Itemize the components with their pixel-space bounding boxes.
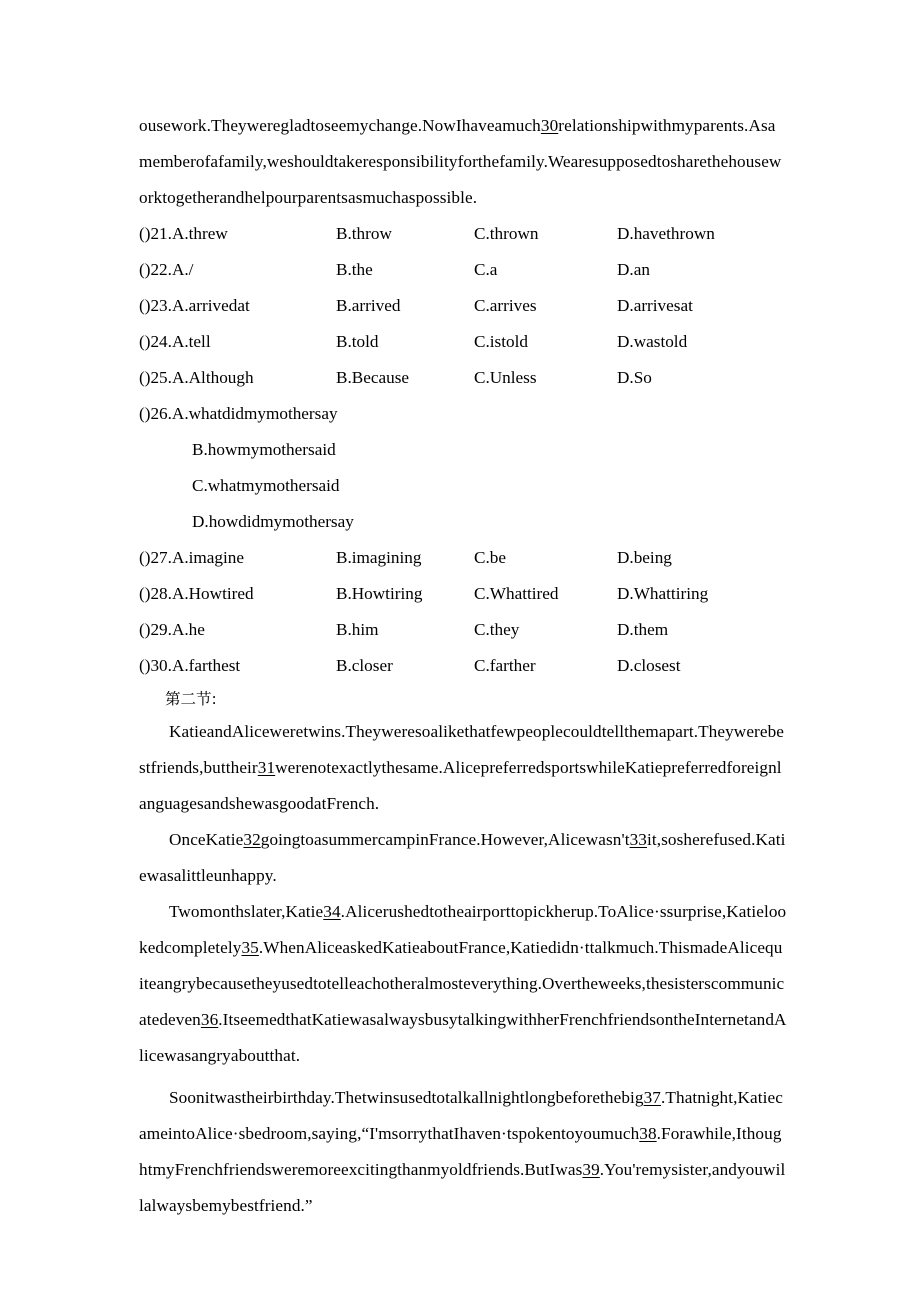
question-24-number: ()24. <box>139 332 172 351</box>
passage-two-paragraph-3 <box>139 894 787 1074</box>
question-30-option-b[interactable]: B.closer <box>336 656 393 675</box>
passage-two-p2-text-a: OnceKatie <box>169 830 244 849</box>
question-row-30 <box>139 648 787 684</box>
blank-35: 35 <box>241 938 259 957</box>
question-23-option-d[interactable]: D.arrivesat <box>617 296 693 315</box>
question-28-option-b[interactable]: B.Howtiring <box>336 584 423 603</box>
blank-31: 31 <box>257 758 276 777</box>
question-row-29 <box>139 612 787 648</box>
question-row-25 <box>139 360 787 396</box>
question-22-number: ()22. <box>139 260 172 279</box>
question-26-option-d[interactable]: D.howdidmymothersay <box>192 512 354 531</box>
passage-two-p3-text-b: .Alicerushedtotheairporttopickherup.ToAlice·ssurprise,Katielookedcompletely <box>139 902 787 957</box>
blank-32: 32 <box>243 830 261 849</box>
question-26-option-b[interactable]: B.howmymothersaid <box>192 440 336 459</box>
question-30-number: ()30. <box>139 656 172 675</box>
question-27-option-b[interactable]: B.imagining <box>336 548 422 567</box>
blank-38: 38 <box>639 1124 657 1143</box>
passage-two-paragraph-1 <box>139 714 787 822</box>
question-24-option-d[interactable]: D.wastold <box>617 332 688 351</box>
question-23-option-c[interactable]: C.arrives <box>474 296 537 315</box>
question-23-option-b[interactable]: B.arrived <box>336 296 401 315</box>
question-25-option-a-label: A.Although <box>171 368 254 387</box>
question-21-number: ()21. <box>139 224 172 243</box>
question-29-option-b[interactable]: B.him <box>336 620 379 639</box>
question-28-number: ()28. <box>139 584 172 603</box>
question-21-option-a-label: A.threw <box>171 224 228 243</box>
question-24-option-a[interactable] <box>139 324 336 360</box>
question-21-option-d[interactable]: D.havethrown <box>617 224 715 243</box>
question-row-28 <box>139 576 787 612</box>
passage-two-paragraph-2 <box>139 822 787 894</box>
passage-two-p3-text-a: Twomonthslater,Katie <box>169 902 324 921</box>
question-26-option-a[interactable]: ()26.A.whatdidmymothersay <box>139 404 338 423</box>
question-22-option-a-label: A./ <box>171 260 194 279</box>
question-23-number: ()23. <box>139 296 172 315</box>
question-23-option-a-label: A.arrivedat <box>171 296 250 315</box>
passage-one-text-b: relationshipwithmyparents.Asamemberofafamily,weshouldtakeresponsibilityforthefamily.Wearesupposedtosharethehouseworktogetherandhelpourparentsasmuchaspossible. <box>139 116 782 207</box>
blank-36: 36 <box>200 1010 219 1029</box>
question-21-option-a[interactable] <box>139 216 336 252</box>
question-27-number: ()27. <box>139 548 172 567</box>
question-row-23 <box>139 288 787 324</box>
question-28-option-a-label: A.Howtired <box>171 584 254 603</box>
question-21-option-c[interactable]: C.thrown <box>474 224 539 243</box>
question-22-option-d[interactable]: D.an <box>617 260 650 279</box>
question-24-option-a-label: A.tell <box>171 332 211 351</box>
document-content <box>139 108 787 1224</box>
passage-two-p3-text-c: .WhenAliceaskedKatieaboutFrance,Katiedidn·ttalkmuch.Thismade​Alicequiteangrybecausetheyusedtotelleachotheralmosteverything.Overtheweeks,thesisterscommunicatedeven <box>139 938 785 1029</box>
question-27-option-a-label: A.imagine <box>171 548 245 567</box>
question-21-option-b[interactable]: B.throw <box>336 224 392 243</box>
passage-two-p2-text-b: goingtoasummercampinFrance.However,Alicewasn't <box>260 830 630 849</box>
question-22-option-c[interactable]: C.a <box>474 260 498 279</box>
question-row-27 <box>139 540 787 576</box>
passage-two-p1-text-a: KatieandAliceweretwins.Theyweresoalikethatfewpeoplecouldtellthemapart.Theywerebestfriends,buttheir <box>139 722 785 777</box>
question-30-option-a[interactable] <box>139 648 336 684</box>
question-row-21 <box>139 216 787 252</box>
blank-34: 34 <box>323 902 341 921</box>
passage-two-p4-text-b: .Thatnight,KatiecameintoAlice·sbedroom,saying,“I'msorrythatIhaven·tspokentoyoumuch <box>139 1088 783 1143</box>
question-row-24 <box>139 324 787 360</box>
passage-two-paragraph-4 <box>139 1080 787 1224</box>
question-22-option-b[interactable]: B.the <box>336 260 373 279</box>
question-30-option-a-label: A.farthest <box>171 656 241 675</box>
question-30-option-c[interactable]: C.farther <box>474 656 536 675</box>
blank-37: 37 <box>643 1088 661 1107</box>
question-28-option-a[interactable] <box>139 576 336 612</box>
passage-two-p1-text-b: werenotexactlythesame.AlicepreferredsportswhileKatiepreferredforeignlanguagesandshewasgoodatFrench. <box>139 758 782 813</box>
questions-27-30-list <box>139 540 787 684</box>
question-27-option-a[interactable] <box>139 540 336 576</box>
blank-33: 33 <box>629 830 647 849</box>
blank-39: 39 <box>582 1160 600 1179</box>
question-26-option-c[interactable]: C.whatmymothersaid <box>192 476 340 495</box>
question-25-option-c[interactable]: C.Unless <box>474 368 537 387</box>
passage-two-p4-text-c: .Forawhile,IthoughtmyFrenchfriendsweremoreexcitingthanmyoldfriends.ButIwas <box>139 1124 782 1179</box>
section-two-heading: 第二节: <box>165 690 217 708</box>
passage-one-continuation <box>139 108 787 216</box>
question-27-option-d[interactable]: D.being <box>617 548 672 567</box>
question-29-option-c[interactable]: C.they <box>474 620 520 639</box>
question-27-option-c[interactable]: C.be <box>474 548 506 567</box>
question-29-number: ()29. <box>139 620 172 639</box>
question-25-option-a[interactable] <box>139 360 336 396</box>
question-24-option-b[interactable]: B.told <box>336 332 379 351</box>
passage-two-p4-text-d: .You'remysister,andyouwillalwaysbemybestfriend.” <box>139 1160 786 1215</box>
question-28-option-d[interactable]: D.Whattiring <box>617 584 709 603</box>
question-25-option-d[interactable]: D.So <box>617 368 652 387</box>
question-29-option-d[interactable]: D.them <box>617 620 669 639</box>
passage-two-p4-text-a: Soonitwastheirbirthday.Thetwinsusedtotalkallnightlongbeforethebig <box>169 1088 644 1107</box>
question-28-option-c[interactable]: C.Whattired <box>474 584 559 603</box>
questions-21-25-list <box>139 216 787 396</box>
question-30-option-d[interactable]: D.closest <box>617 656 681 675</box>
question-23-option-a[interactable] <box>139 288 336 324</box>
question-29-option-a-label: A.he <box>171 620 205 639</box>
question-26-block <box>139 396 787 540</box>
passage-two-p2-text-c: it,sosherefused.Katiewasalittleunhappy. <box>139 830 786 885</box>
passage-one-text-a: ousework.Theyweregladtoseemychange.NowIhaveamuch <box>139 116 541 135</box>
question-25-number: ()25. <box>139 368 172 387</box>
question-25-option-b[interactable]: B.Because <box>336 368 410 387</box>
blank-30: 30 <box>540 116 559 135</box>
passage-two-p3-text-d: .ItseemedthatKatiewasalwaysbusytalkingwithherFrenchfriendsontheInternetandAlicewasangryaboutthat. <box>139 1010 787 1065</box>
question-row-22 <box>139 252 787 288</box>
question-29-option-a[interactable] <box>139 612 336 648</box>
question-22-option-a[interactable] <box>139 252 336 288</box>
question-24-option-c[interactable]: C.istold <box>474 332 528 351</box>
